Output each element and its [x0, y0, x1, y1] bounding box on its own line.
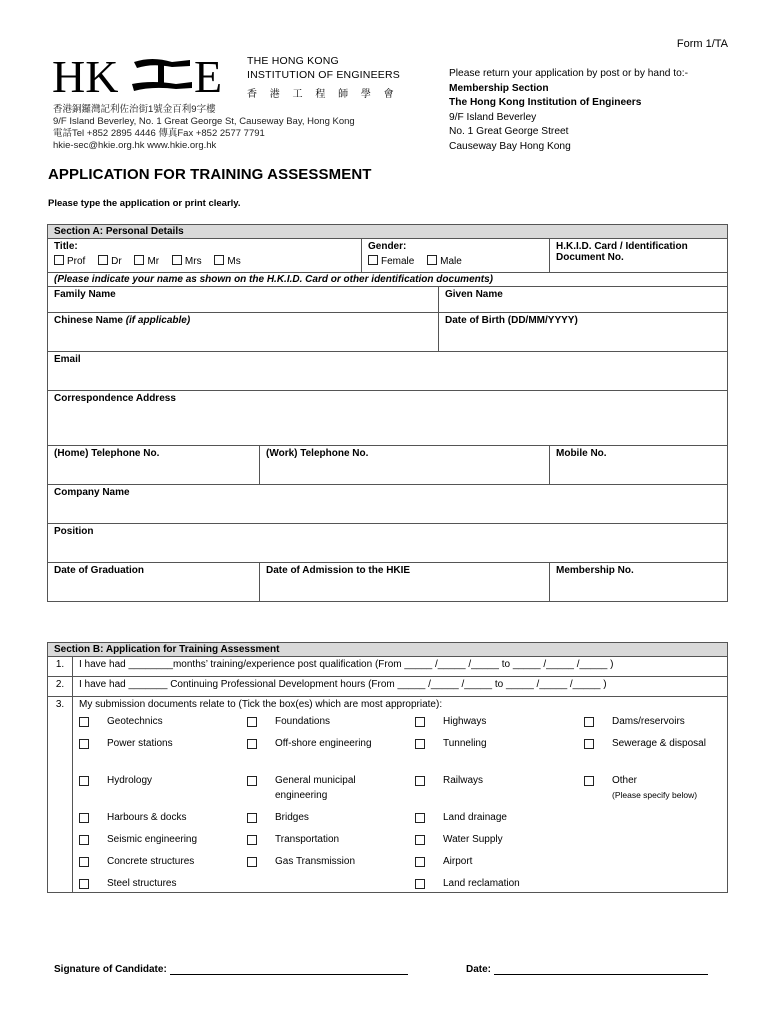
form-number: Form 1/TA: [676, 38, 728, 50]
checkbox[interactable]: [415, 879, 425, 889]
checkbox[interactable]: [172, 255, 182, 265]
company-field[interactable]: Company Name: [48, 485, 728, 524]
checkbox[interactable]: [54, 255, 64, 265]
signature-line[interactable]: [54, 964, 408, 975]
home-tel-field[interactable]: (Home) Telephone No.: [48, 446, 260, 485]
discipline-option-label: Land drainage: [443, 812, 507, 823]
id-document-field[interactable]: H.K.I.D. Card / Identification Document No.: [550, 239, 728, 273]
gender-field: [362, 239, 550, 273]
email-field[interactable]: Email: [48, 352, 728, 391]
return-line: Membership Section: [449, 82, 549, 94]
row-number: 3.: [48, 697, 73, 893]
checkbox[interactable]: [415, 739, 425, 749]
gender-option-label: Female: [381, 256, 415, 267]
checkbox[interactable]: [415, 813, 425, 823]
return-intro: Please return your application by post or by hand to:-: [449, 68, 688, 79]
discipline-option-label: Concrete structures: [107, 856, 195, 867]
return-line: 9/F Island Beverley: [449, 111, 537, 123]
return-line: No. 1 Great George Street: [449, 126, 569, 138]
checkbox[interactable]: [247, 776, 257, 786]
discipline-option-label: Steel structures: [107, 878, 177, 889]
discipline-option-label: General municipal engineering: [275, 775, 356, 801]
section-b-table: [47, 642, 728, 893]
graduation-field[interactable]: Date of Graduation: [48, 563, 260, 602]
signature-label: Signature of Candidate:: [54, 964, 167, 975]
checkbox[interactable]: [427, 255, 437, 265]
checkbox[interactable]: [79, 776, 89, 786]
title-option-mrs[interactable]: [172, 256, 202, 267]
signature-blank[interactable]: [170, 964, 408, 975]
checkbox[interactable]: [214, 255, 224, 265]
title-field: [48, 239, 362, 273]
svg-text:HK: HK: [52, 52, 119, 97]
discipline-option-label: Tunneling: [443, 738, 487, 749]
section-a-table: [47, 224, 728, 602]
title-option-ms[interactable]: [214, 256, 240, 267]
checkbox[interactable]: [98, 255, 108, 265]
cpd-hours-row[interactable]: I have had _______ Continuing Professional Development hours (From _____ /_____ /_____ to _____ /_____ /_____ ): [73, 677, 728, 697]
discipline-option-label: Hydrology: [107, 775, 153, 786]
title-option-dr[interactable]: [98, 256, 122, 267]
hkie-logo: [52, 52, 237, 97]
discipline-option-label: Power stations: [107, 738, 173, 749]
gender-option-female[interactable]: [368, 256, 414, 267]
row-number: 1.: [48, 657, 73, 677]
org-name: [247, 54, 400, 82]
family-name-field[interactable]: Family Name: [48, 287, 439, 313]
return-address: [449, 67, 688, 155]
address-field[interactable]: Correspondence Address: [48, 391, 728, 446]
checkbox[interactable]: [79, 739, 89, 749]
checkbox[interactable]: [415, 835, 425, 845]
discipline-option-label: Railways: [443, 775, 484, 786]
discipline-option-label: Land reclamation: [443, 878, 520, 889]
gender-option-male[interactable]: [427, 256, 462, 267]
contact-line: hkie-sec@hkie.org.hk www.hkie.org.hk: [53, 140, 217, 151]
checkbox[interactable]: [79, 835, 89, 845]
title-option-label: Prof: [67, 256, 86, 267]
gender-label: Gender:: [368, 241, 407, 252]
membership-no-field[interactable]: Membership No.: [550, 563, 728, 602]
work-tel-field[interactable]: (Work) Telephone No.: [260, 446, 550, 485]
checkbox[interactable]: [247, 717, 257, 727]
checkbox[interactable]: [415, 717, 425, 727]
discipline-option-label: Other: [612, 775, 638, 786]
chinese-name-field[interactable]: [48, 313, 439, 352]
date-blank[interactable]: [494, 964, 708, 975]
contact-block: [53, 104, 355, 152]
discipline-option-label: Gas Transmission: [275, 856, 356, 867]
other-note: (Please specify below): [612, 790, 698, 800]
discipline-option-label: Seismic engineering: [107, 834, 198, 845]
dob-field[interactable]: Date of Birth (DD/MM/YYYY): [439, 313, 728, 352]
discipline-option-label: Foundations: [275, 716, 331, 727]
checkbox[interactable]: [368, 255, 378, 265]
section-a-heading: Section A: Personal Details: [48, 225, 728, 239]
checkbox[interactable]: [415, 776, 425, 786]
checkbox[interactable]: [247, 813, 257, 823]
checkbox[interactable]: [247, 857, 257, 867]
checkbox[interactable]: [79, 717, 89, 727]
date-line[interactable]: [466, 964, 708, 975]
chinese-name-label: Chinese Name: [54, 315, 126, 326]
org-name-chinese: 香 港 工 程 師 學 會: [247, 89, 399, 100]
contact-line: 9/F Island Beverley, No. 1 Great George St, Causeway Bay, Hong Kong: [53, 116, 355, 127]
admission-field[interactable]: Date of Admission to the HKIE: [260, 563, 550, 602]
checkbox[interactable]: [415, 857, 425, 867]
checkbox[interactable]: [79, 813, 89, 823]
svg-text:E: E: [194, 52, 223, 97]
contact-line: 香港銅鑼灣記利佐治街1號金百利9字樓: [53, 104, 216, 115]
discipline-instruction: My submission documents relate to (Tick the box(es) which are most appropriate):: [79, 699, 443, 710]
contact-line: 電話Tel +852 2895 4446 傳真Fax +852 2577 7791: [53, 128, 265, 139]
position-field[interactable]: Position: [48, 524, 728, 563]
discipline-option-label: Highways: [443, 716, 487, 727]
title-label: Title:: [54, 241, 78, 252]
checkbox[interactable]: [79, 879, 89, 889]
checkbox[interactable]: [134, 255, 144, 265]
discipline-option-label: Bridges: [275, 812, 309, 823]
gender-option-label: Male: [440, 256, 462, 267]
training-months-row[interactable]: I have had ________months’ training/experience post qualification (From _____ /_____ /_____ to _____ /_____ /_____ ): [73, 657, 728, 677]
given-name-field[interactable]: Given Name: [439, 287, 728, 313]
row-number: 2.: [48, 677, 73, 697]
checkbox[interactable]: [584, 776, 594, 786]
return-line: Causeway Bay Hong Kong: [449, 140, 571, 152]
org-name-line: THE HONG KONG: [247, 55, 339, 67]
discipline-option-label: Transportation: [275, 834, 340, 845]
checkbox[interactable]: [247, 739, 257, 749]
discipline-option-label: Geotechnics: [107, 716, 163, 727]
checkbox[interactable]: [584, 717, 594, 727]
discipline-option-label: Sewerage & disposal: [612, 738, 706, 749]
chinese-name-note: (if applicable): [125, 315, 191, 326]
section-b-heading: Section B: Application for Training Assessment: [48, 643, 728, 657]
instruction: Please type the application or print clearly.: [48, 198, 241, 209]
title-option-mr[interactable]: [134, 256, 159, 267]
checkbox[interactable]: [584, 739, 594, 749]
page-title: APPLICATION FOR TRAINING ASSESSMENT: [48, 166, 372, 183]
title-option-label: Mr: [147, 256, 160, 267]
title-option-label: Mrs: [184, 256, 202, 267]
org-name-line: INSTITUTION OF ENGINEERS: [247, 69, 400, 81]
date-label: Date:: [466, 964, 492, 975]
title-option-label: Ms: [227, 256, 241, 267]
discipline-options: [79, 710, 721, 890]
discipline-row: [73, 697, 728, 893]
title-option-label: Dr: [111, 256, 122, 267]
discipline-option-label: Airport: [443, 856, 473, 867]
discipline-option-label: Off-shore engineering: [275, 738, 372, 749]
title-option-prof[interactable]: [54, 256, 85, 267]
checkbox[interactable]: [247, 835, 257, 845]
name-note: (Please indicate your name as shown on the H.K.I.D. Card or other identification documents): [48, 273, 728, 287]
discipline-option-label: Harbours & docks: [107, 812, 187, 823]
checkbox[interactable]: [79, 857, 89, 867]
mobile-field[interactable]: Mobile No.: [550, 446, 728, 485]
return-line: The Hong Kong Institution of Engineers: [449, 97, 642, 109]
discipline-option-label: Water Supply: [443, 834, 503, 845]
discipline-option-label: Dams/reservoirs: [612, 716, 685, 727]
